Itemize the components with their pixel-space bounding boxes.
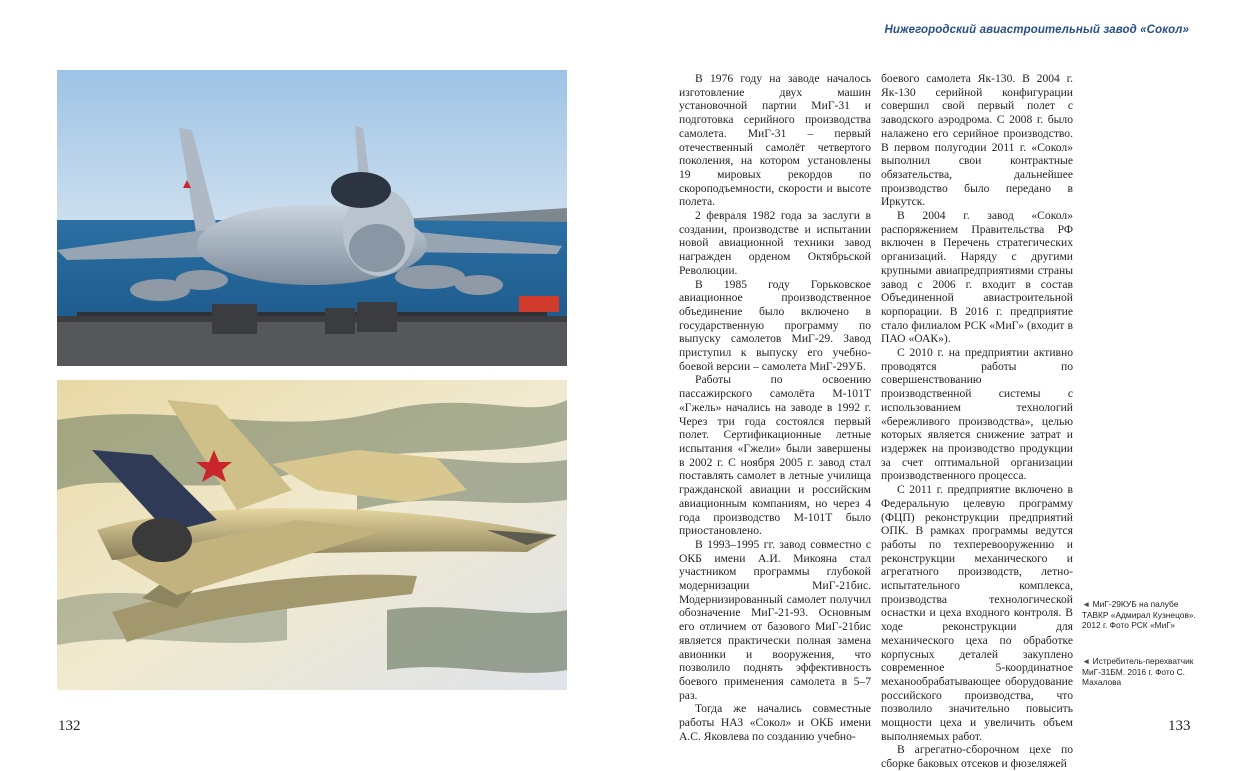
caption-text: Истребитель-перехватчик МиГ-31БМ. 2016 г. Фото С. Махалова — [1082, 656, 1194, 688]
paragraph: В 1985 году Горьковское авиационное производственное объединение было включено в государственную программу по выпуску самолетов МиГ-29. Завод приступил к выпуску его учебно-боевой версии – самолета МиГ-29УБ. — [679, 277, 871, 373]
caption-arrow-icon: ◄ — [1082, 599, 1091, 609]
photo-mig31bm-image — [57, 380, 567, 690]
paragraph: С 2011 г. предприятие включено в Федеральную целевую программу (ФЦП) реконструкции предприятий ОПК. В рамках программы ведутся работы по техперевооружению и реконструкции механического и агрегатного производств, летно-испытательного комплекса, производства технологической оснастки и цеха входного контроля. В ходе реконструкции для механического цеха по обработке корпусных деталей закуплено современное 5-координатное механообрабатывающее оборудование российского производства, что позволило значительно повысить мощности цеха и увеличить объем выполняемых работ. — [881, 483, 1073, 743]
photo-mig31bm — [57, 380, 567, 690]
paragraph: В агрегатно-сборочном цехе по сборке баковых отсеков и фюзеляжей — [881, 743, 1073, 771]
photo-mig29kub — [57, 70, 567, 366]
paragraph: В 1976 году на заводе началось изготовление двух машин установочной партии МиГ-31 и подготовка серийного производства самолета. МиГ-31 – первый отечественный самолёт четвертого поколения, на котором установлены 19 мировых рекордов по скороподъемности, скорости и высоте полета. — [679, 72, 871, 209]
paragraph: Тогда же начались совместные работы НАЗ «Сокол» и ОКБ имени А.С. Яковлева по созданию учебно- — [679, 702, 871, 743]
text-column-2 — [881, 72, 1073, 771]
caption-text: МиГ-29КУБ на палубе ТАВКР «Адмирал Кузнецов». 2012 г. Фото РСК «МиГ» — [1082, 599, 1196, 631]
page-number-left: 132 — [58, 718, 81, 734]
page-number-right: 133 — [1168, 718, 1191, 734]
paragraph: Работы по освоению пассажирского самолёта М-101Т «Гжель» начались на заводе в 1992 г. Через три года состоялся первый полет. Сертификационные летные испытания «Гжели» были завершены в 2002 г. С ноября 2005 г. завод стал поставлять самолет в летные училища гражданской авиации и российским авиационным компаниям, но через 4 года производство М-101Т было приостановлено. — [679, 373, 871, 538]
paragraph: 2 февраля 1982 года за заслуги в создании, производстве и испытании новой авиационной техники завод награжден орденом Октябрьской Революции. — [679, 209, 871, 277]
photo-mig29kub-image — [57, 70, 567, 366]
running-title: Нижегородский авиастроительный завод «Сокол» — [884, 24, 1189, 36]
caption-arrow-icon: ◄ — [1082, 656, 1091, 666]
paragraph: В 2004 г. завод «Сокол» распоряжением Правительства РФ включен в Перечень стратегических организаций. Наряду с другими крупными авиапредприятиями страны завод с 2006 г. входит в состав Объединенной авиастроительной корпорации. В 2016 г. предприятие стало филиалом РСК «МиГ» (входит в ПАО «ОАК»). — [881, 209, 1073, 346]
text-column-1 — [679, 72, 871, 743]
paragraph: С 2010 г. на предприятии активно проводятся работы по совершенствованию производственной системы с использованием технологий «бережливого производства», целью которых является снижение затрат и издержек на производство продукции за счет оптимальной организации производственного процесса. — [881, 346, 1073, 483]
photo-caption-1 — [1082, 599, 1202, 631]
paragraph: В 1993–1995 гг. завод совместно с ОКБ имени А.И. Микояна стал участником программы глубокой модернизации МиГ-21бис. Модернизированный самолет получил обозначение МиГ-21-93. Основным его отличием от базового МиГ-21бис является практически полная замена авионики и вооружения, что позволило поднять эффективность боевого применения самолета в 5–7 раз. — [679, 537, 871, 702]
photo-caption-2 — [1082, 656, 1202, 688]
paragraph: боевого самолета Як-130. В 2004 г. Як-130 серийной конфигурации совершил свой первый полет с заводского аэродрома. С 2008 г. было налажено его серийное производство. В первом полугодии 2011 г. «Сокол» выполнил свои контрактные обязательства, дальнейшее производство было передано в Иркутск. — [881, 72, 1073, 209]
